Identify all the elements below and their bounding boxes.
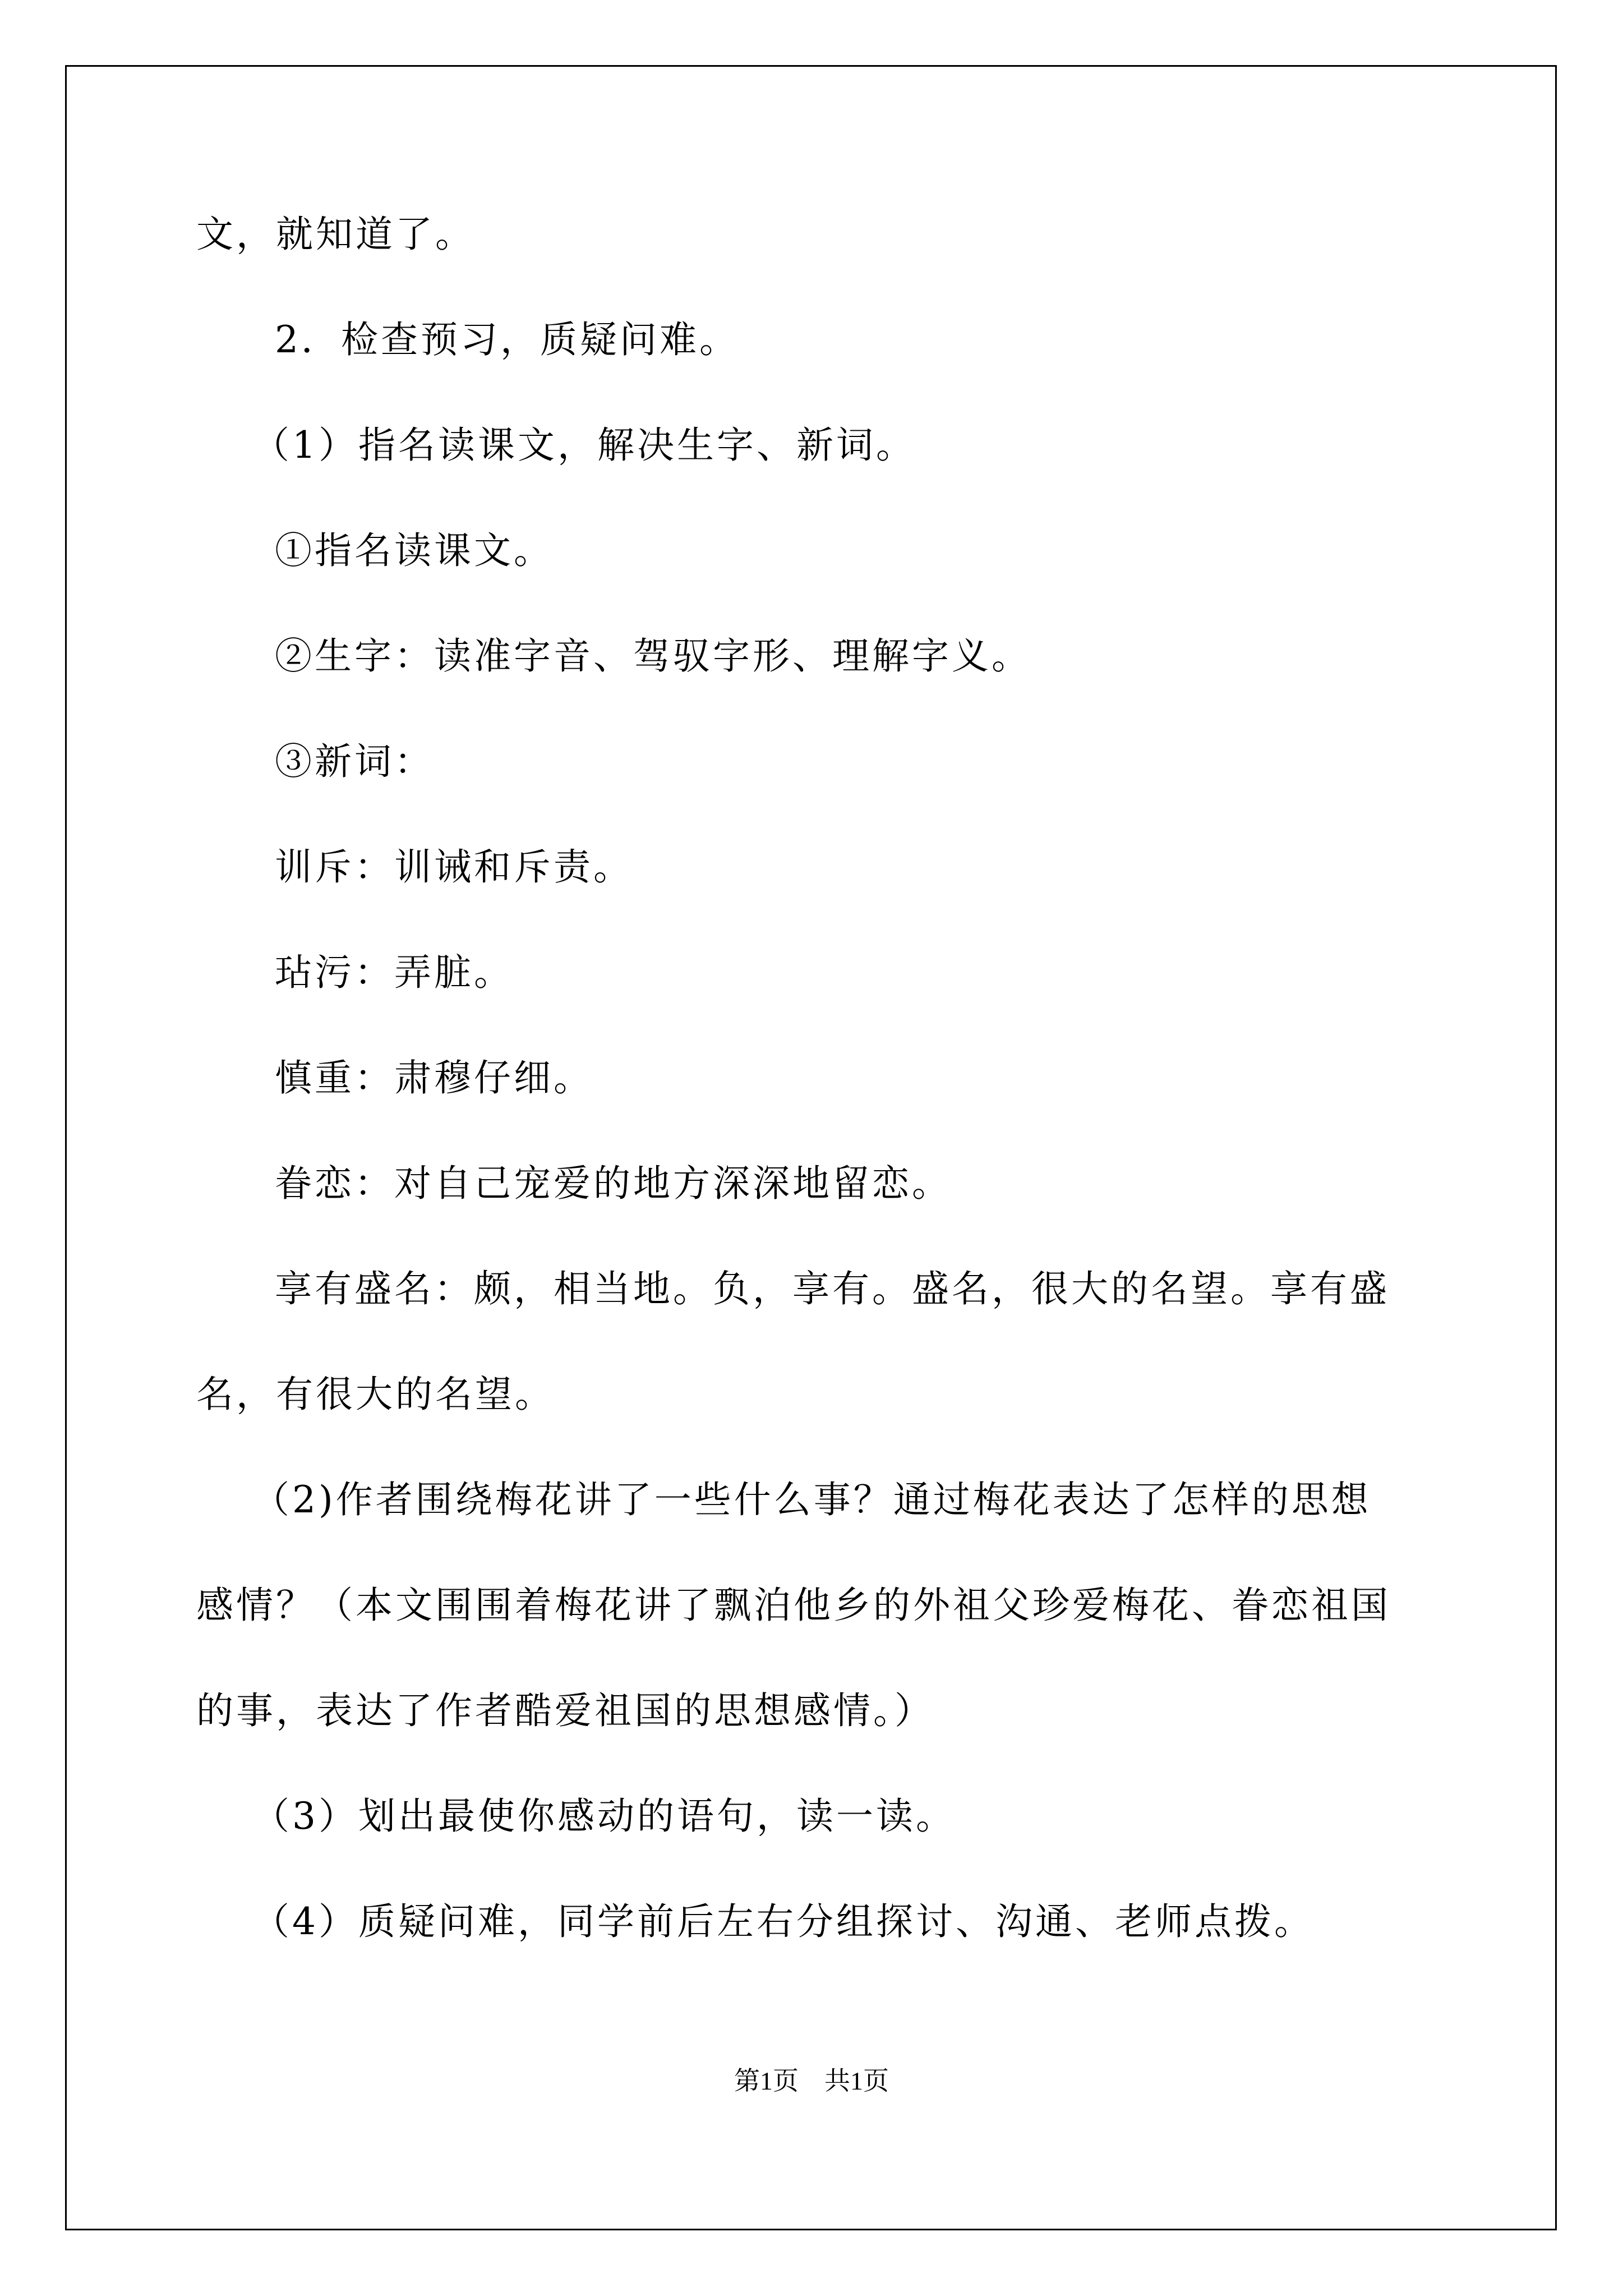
text-line: 玷污：弄脏。	[275, 951, 514, 994]
text-line: 文，就知道了。	[196, 213, 475, 256]
text-line: ②生字：读准字音、驾驭字形、理解字义。	[275, 634, 1031, 678]
text-line: （3）划出最使你感动的语句，读一读。	[252, 1795, 956, 1838]
text-line: 眷恋：对自己宠爱的地方深深地留恋。	[275, 1162, 952, 1205]
text-line: ③新词：	[275, 740, 434, 783]
text-line: 2．检查预习，质疑问难。	[275, 318, 739, 361]
text-line: 慎重：肃穆仔细。	[275, 1056, 593, 1099]
page-number-footer: 第1页 共1页	[734, 2067, 889, 2095]
text-line: ①指名读课文。	[275, 529, 554, 572]
text-line: 名，有很大的名望。	[196, 1373, 555, 1416]
text-line: 训斥：训诫和斥责。	[275, 845, 633, 889]
text-line: 享有盛名：颇，相当地。负，享有。盛名，很大的名望。享有盛	[275, 1267, 1390, 1310]
text-line: （1）指名读课文，解决生字、新词。	[252, 424, 916, 467]
text-line: 感情？（本文围围着梅花讲了飘泊他乡的外祖父珍爱梅花、眷恋祖国	[196, 1584, 1391, 1627]
text-line: （4）质疑问难，同学前后左右分组探讨、沟通、老师点拨。	[252, 1900, 1314, 1943]
text-line: （2)作者围绕梅花讲了一些什么事？通过梅花表达了怎样的思想	[252, 1478, 1371, 1521]
text-line: 的事，表达了作者酷爱祖国的思想感情。）	[196, 1689, 934, 1732]
